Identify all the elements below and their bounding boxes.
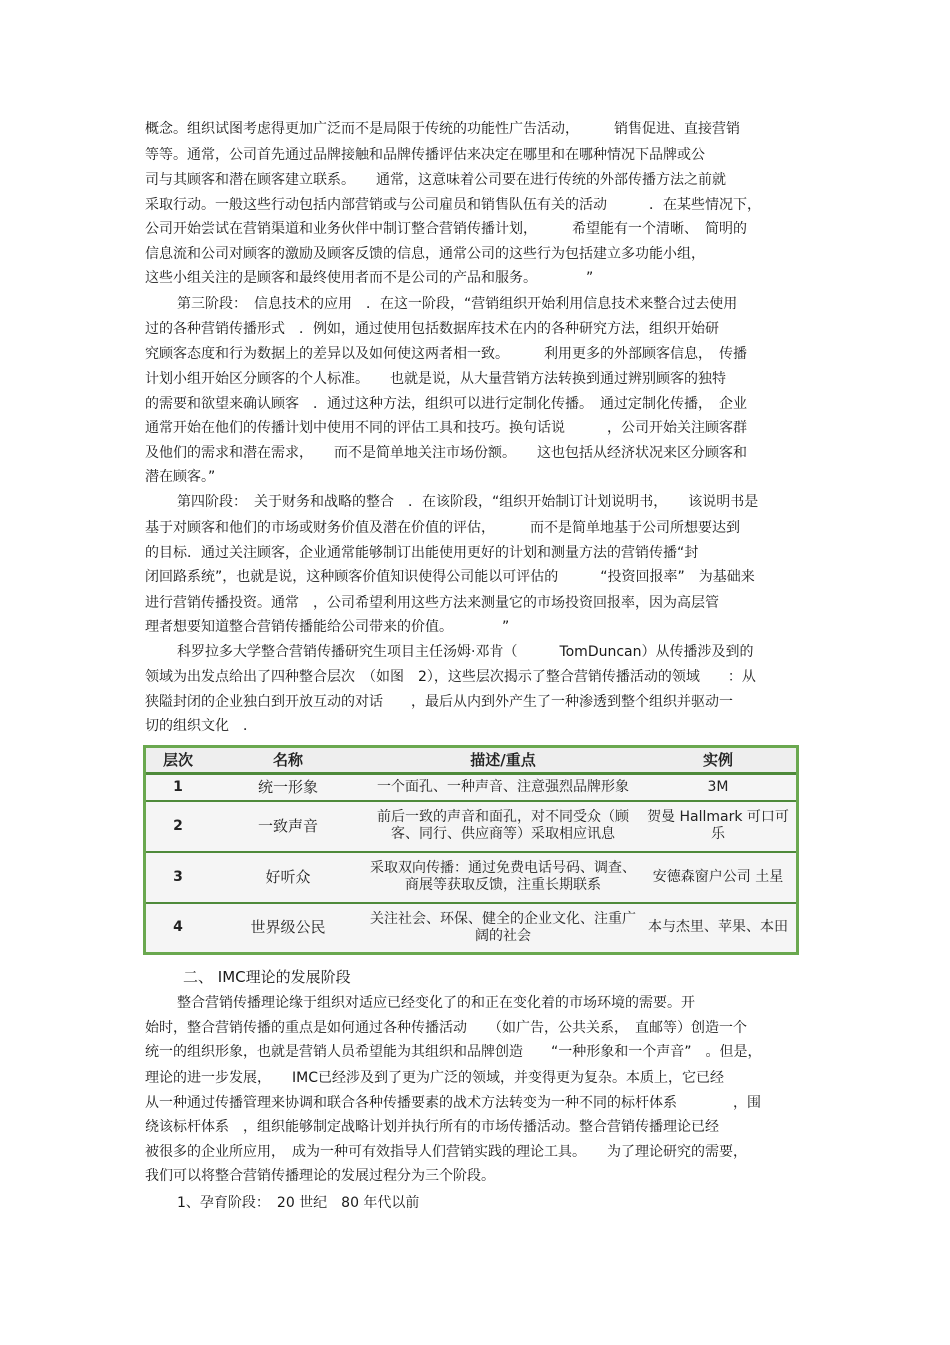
text-line: 切的组织文化 ． (145, 718, 257, 734)
text-line: 理论的进一步发展， IMC已经涉及到了更为广泛的领域，并变得更为复杂。本质上，它已经 (145, 1070, 724, 1086)
text-line: 等等。通常，公司首先通过品牌接触和品牌传播评估来决定在哪里和在哪种情况下品牌或公 (145, 147, 705, 163)
row-example: 本与杰里、苹果、本田 (648, 919, 788, 936)
text-line: 信息流和公司对顾客的激励及顾客反馈的信息，通常公司的这些行为包括建立多功能小组， (145, 246, 705, 262)
text-line: 的目标．通过关注顾客，企业通常能够制订出能使用更好的计划和测量方法的营销传播“封 (145, 545, 699, 561)
text-line: 司与其顾客和潜在顾客建立联系。 通常，这意味着公司要在进行传统的外部传播方法之前就 (145, 172, 726, 188)
header-name: 名称 (210, 748, 366, 774)
header-description: 描述/重点 (366, 748, 640, 774)
table-row (146, 903, 796, 952)
text-line: 始时，整合营销传播的重点是如何通过各种传播活动 （如广告，公共关系， 直邮等）创造一个 (145, 1020, 747, 1036)
row-name: 好听众 (210, 852, 366, 903)
text-line: 被很多的企业所应用， 成为一种可有效指导人们营销实践的理论工具。 为了理论研究的需要， (145, 1144, 747, 1160)
table-row (146, 801, 796, 852)
row-level: 2 (146, 801, 210, 852)
text-line: 计划小组开始区分顾客的个人标准。 也就是说，从大量营销方法转换到通过辨别顾客的独特 (145, 371, 726, 387)
row-name: 一致声音 (210, 801, 366, 852)
text-line: 理者想要知道整合营销传播能给公司带来的价值。 ” (145, 619, 510, 635)
text-line: 公司开始尝试在营销渠道和业务伙伴中制订整合营销传播计划， 希望能有一个清晰、 简明的 (145, 221, 747, 237)
table-row (146, 852, 796, 903)
table-row (146, 774, 796, 802)
text-line: 第四阶段： 关于财务和战略的整合 ．在该阶段，“组织开始制订计划说明书， 该说明书是 (177, 494, 759, 510)
text-line: 的需要和欲望来确认顾客 ．通过这种方法，组织可以进行定制化传播。 通过定制化传播， 企业 (145, 396, 747, 412)
text-line: 过的各种营销传播形式 ．例如，通过使用包括数据库技术在内的各种研究方法，组织开始研 (145, 321, 719, 337)
row-example: 贺曼 Hallmark 可口可乐 (640, 801, 796, 852)
row-name: 世界级公民 (250, 918, 326, 937)
text-line: 潜在顾客。” (145, 469, 216, 485)
header-example: 实例 (640, 748, 796, 774)
text-line: 绕该标杆体系 ，组织能够制定战略计划并执行所有的市场传播活动。整合营销传播理论已经 (145, 1119, 719, 1135)
row-name: 统一形象 (210, 774, 366, 802)
integration-levels-table (143, 745, 799, 955)
text-line: 这些小组关注的是顾客和最终使用者而不是公司的产品和服务。 ” (145, 270, 594, 286)
row-level: 3 (146, 852, 210, 903)
section-heading: 二、 IMC理论的发展阶段 (183, 968, 351, 986)
text-line: 通常开始在他们的传播计划中使用不同的评估工具和技巧。换句话说 ，公司开始关注顾客群 (145, 420, 747, 436)
text-line: 进行营销传播投资。通常 ，公司希望利用这些方法来测量它的市场投资回报率，因为高层管 (145, 595, 719, 611)
text-line: 究顾客态度和行为数据上的差异以及如何使这两者相一致。 利用更多的外部顾客信息， 传播 (145, 346, 747, 362)
row-description: 一个面孔、一种声音、注意强烈品牌形象 (366, 774, 640, 802)
text-line: 整合营销传播理论缘于组织对适应已经变化了的和正在变化着的市场环境的需要。开 (177, 995, 695, 1011)
row-example: 3M (640, 774, 796, 802)
text-line: 从一种通过传播管理来协调和联合各种传播要素的战术方法转变为一种不同的标杆体系 ，围 (145, 1095, 761, 1111)
row-description: 关注社会、环保、健全的企业文化、注重广阔的社会 (370, 910, 636, 944)
row-level: 4 (173, 919, 183, 936)
text-line: 第三阶段： 信息技术的应用 ．在这一阶段，“营销组织开始利用信息技术来整合过去使用 (177, 296, 738, 312)
text-line: 概念。组织试图考虑得更加广泛而不是局限于传统的功能性广告活动， 销售促进、直接营销 (145, 121, 740, 137)
row-level: 1 (146, 774, 210, 802)
text-line: 领域为出发点给出了四种整合层次 （如图 2），这些层次揭示了整合营销传播活动的领域 ：从 (145, 669, 756, 685)
text-line: 科罗拉多大学整合营销传播研究生项目主任汤姆·邓肯（ TomDuncan）从传播涉及到的 (177, 644, 754, 660)
row-description: 前后一致的声音和面孔，对不同受众（顾客、同行、供应商等）采取相应讯息 (366, 801, 640, 852)
table-header-row (146, 748, 796, 774)
row-description: 采取双向传播：通过免费电话号码、调查、商展等获取反馈，注重长期联系 (366, 852, 640, 903)
row-example: 安德森窗户公司 土星 (640, 852, 796, 903)
text-line: 及他们的需求和潜在需求， 而不是简单地关注市场份额。 这也包括从经济状况来区分顾客和 (145, 445, 747, 461)
text-line: 基于对顾客和他们的市场或财务价值及潜在价值的评估， 而不是简单地基于公司所想要达到 (145, 520, 740, 536)
text-line: 闭回路系统”，也就是说，这种顾客价值知识使得公司能以可评估的 “投资回报率” 为基础来 (145, 569, 755, 585)
header-level: 层次 (146, 748, 210, 774)
text-line: 狭隘封闭的企业独白到开放互动的对话 ，最后从内到外产生了一种渗透到整个组织并驱动一 (145, 694, 733, 710)
text-line: 统一的组织形象，也就是营销人员希望能为其组织和品牌创造 “一种形象和一个声音” 。但是， (145, 1044, 762, 1060)
text-line: 采取行动。一般这些行动包括内部营销或与公司雇员和销售队伍有关的活动 ．在某些情况下， (145, 197, 761, 213)
text-line: 1、孕育阶段： 20 世纪 80 年代以前 (177, 1195, 420, 1211)
text-line: 我们可以将整合营销传播理论的发展过程分为三个阶段。 (145, 1168, 495, 1184)
